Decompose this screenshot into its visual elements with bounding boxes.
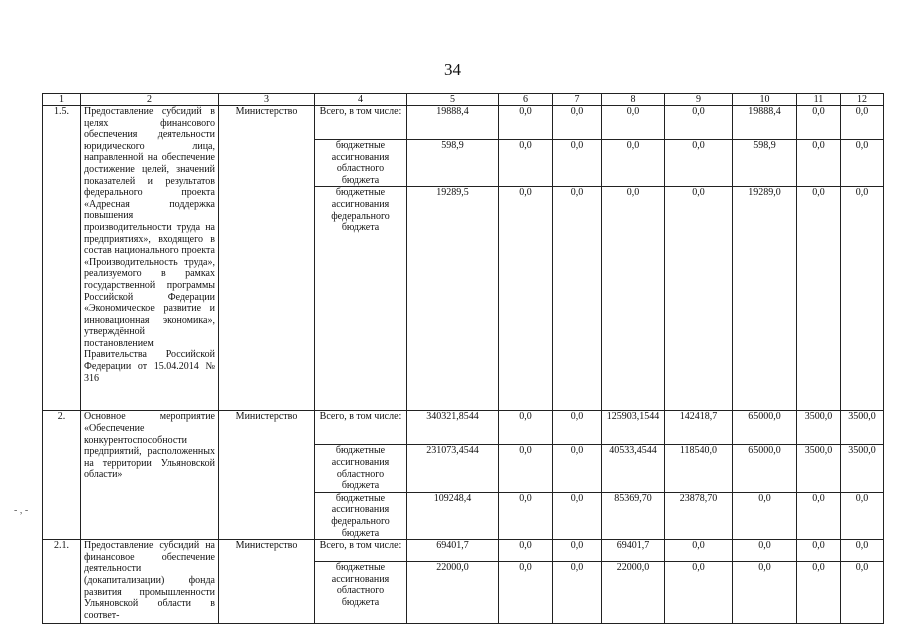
row-number: 1.5. (43, 106, 81, 411)
header-cell: 10 (733, 94, 797, 106)
amount-cell: 598,9 (407, 140, 499, 187)
amount-cell: 0,0 (553, 140, 602, 187)
funding-source: Всего, в том числе: (315, 106, 407, 140)
amount-cell: 0,0 (499, 140, 553, 187)
budget-table (42, 93, 884, 624)
table-row (43, 411, 884, 445)
amount-cell: 0,0 (602, 187, 665, 411)
header-cell: 3 (219, 94, 315, 106)
table-row (43, 540, 884, 562)
amount-cell: 0,0 (665, 106, 733, 140)
amount-cell: 0,0 (499, 445, 553, 492)
header-cell: 9 (665, 94, 733, 106)
amount-cell: 22000,0 (602, 562, 665, 624)
amount-cell: 0,0 (499, 411, 553, 445)
measure-description: Предоставление субсидий на финансовое обеспечение деятельности (докапитализации) фонда развития промышленности Ульяновской области в соответ- (81, 540, 219, 624)
amount-cell: 0,0 (499, 492, 553, 539)
amount-cell: 3500,0 (841, 445, 884, 492)
amount-cell: 19289,5 (407, 187, 499, 411)
amount-cell: 340321,8544 (407, 411, 499, 445)
amount-cell: 85369,70 (602, 492, 665, 539)
amount-cell: 0,0 (797, 540, 841, 562)
header-cell: 6 (499, 94, 553, 106)
amount-cell: 69401,7 (407, 540, 499, 562)
funding-source: бюджетные ассигнования областного бюджета (315, 562, 407, 624)
amount-cell: 19289,0 (733, 187, 797, 411)
amount-cell: 0,0 (797, 562, 841, 624)
amount-cell: 0,0 (499, 106, 553, 140)
header-cell: 4 (315, 94, 407, 106)
amount-cell: 3500,0 (797, 411, 841, 445)
amount-cell: 109248,4 (407, 492, 499, 539)
row-number: 2. (43, 411, 81, 540)
row-number: 2.1. (43, 540, 81, 624)
amount-cell: 0,0 (499, 562, 553, 624)
amount-cell: 3500,0 (841, 411, 884, 445)
funding-source: Всего, в том числе: (315, 540, 407, 562)
amount-cell: 0,0 (553, 445, 602, 492)
amount-cell: 0,0 (499, 187, 553, 411)
amount-cell: 0,0 (602, 140, 665, 187)
amount-cell: 0,0 (841, 106, 884, 140)
amount-cell: 0,0 (553, 411, 602, 445)
amount-cell: 69401,7 (602, 540, 665, 562)
amount-cell: 0,0 (841, 492, 884, 539)
amount-cell: 0,0 (841, 140, 884, 187)
header-cell: 5 (407, 94, 499, 106)
header-cell: 1 (43, 94, 81, 106)
responsible-executor: Министерство (219, 411, 315, 540)
amount-cell: 142418,7 (665, 411, 733, 445)
amount-cell: 598,9 (733, 140, 797, 187)
amount-cell: 65000,0 (733, 445, 797, 492)
amount-cell: 0,0 (841, 187, 884, 411)
amount-cell: 0,0 (733, 492, 797, 539)
funding-source: бюджетные ассигнования федерального бюджета (315, 492, 407, 539)
amount-cell: 0,0 (553, 540, 602, 562)
amount-cell: 0,0 (841, 540, 884, 562)
amount-cell: 0,0 (553, 492, 602, 539)
amount-cell: 0,0 (797, 106, 841, 140)
amount-cell: 0,0 (553, 562, 602, 624)
amount-cell: 231073,4544 (407, 445, 499, 492)
amount-cell: 0,0 (841, 562, 884, 624)
amount-cell: 0,0 (797, 492, 841, 539)
amount-cell: 65000,0 (733, 411, 797, 445)
funding-source: бюджетные ассигнования областного бюджета (315, 445, 407, 492)
responsible-executor: Министерство (219, 106, 315, 411)
amount-cell: 19888,4 (407, 106, 499, 140)
amount-cell: 0,0 (553, 106, 602, 140)
amount-cell: 0,0 (665, 187, 733, 411)
measure-description: Предоставление субсидий в целях финансового обеспечения деятельности юридического лица, направленной на обеспечение достижение целей, значений показателей и результатов федерального проекта «Адресная поддержка повышения производительности труда на предприятиях», входящего в состав национального проекта «Производительность труда», реализуемого в рамках государственной программы Российской Федерации «Экономическое развитие и инновационная экономика», утверждённой постановлением Правительства Российской Федерации от 15.04.2014 № 316 (81, 106, 219, 411)
amount-cell: 118540,0 (665, 445, 733, 492)
measure-description: Основное мероприятие «Обеспечение конкурентоспособности предприятий, расположенных на территории Ульяновской области» (81, 411, 219, 540)
amount-cell: 0,0 (553, 187, 602, 411)
amount-cell: 0,0 (733, 562, 797, 624)
header-cell: 12 (841, 94, 884, 106)
header-cell: 7 (553, 94, 602, 106)
margin-mark: - , - (14, 505, 29, 516)
column-number-row (43, 94, 884, 106)
header-cell: 8 (602, 94, 665, 106)
amount-cell: 0,0 (499, 540, 553, 562)
amount-cell: 19888,4 (733, 106, 797, 140)
responsible-executor: Министерство (219, 540, 315, 624)
amount-cell: 0,0 (665, 540, 733, 562)
amount-cell: 0,0 (797, 187, 841, 411)
amount-cell: 22000,0 (407, 562, 499, 624)
amount-cell: 23878,70 (665, 492, 733, 539)
amount-cell: 0,0 (665, 140, 733, 187)
page-number: 34 (444, 60, 461, 79)
amount-cell: 0,0 (797, 140, 841, 187)
funding-source: бюджетные ассигнования областного бюджета (315, 140, 407, 187)
table-row (43, 106, 884, 140)
amount-cell: 125903,1544 (602, 411, 665, 445)
amount-cell: 0,0 (602, 106, 665, 140)
amount-cell: 3500,0 (797, 445, 841, 492)
amount-cell: 40533,4544 (602, 445, 665, 492)
header-cell: 2 (81, 94, 219, 106)
funding-source: Всего, в том числе: (315, 411, 407, 445)
amount-cell: 0,0 (665, 562, 733, 624)
funding-source: бюджетные ассигнования федерального бюджета (315, 187, 407, 411)
amount-cell: 0,0 (733, 540, 797, 562)
header-cell: 11 (797, 94, 841, 106)
